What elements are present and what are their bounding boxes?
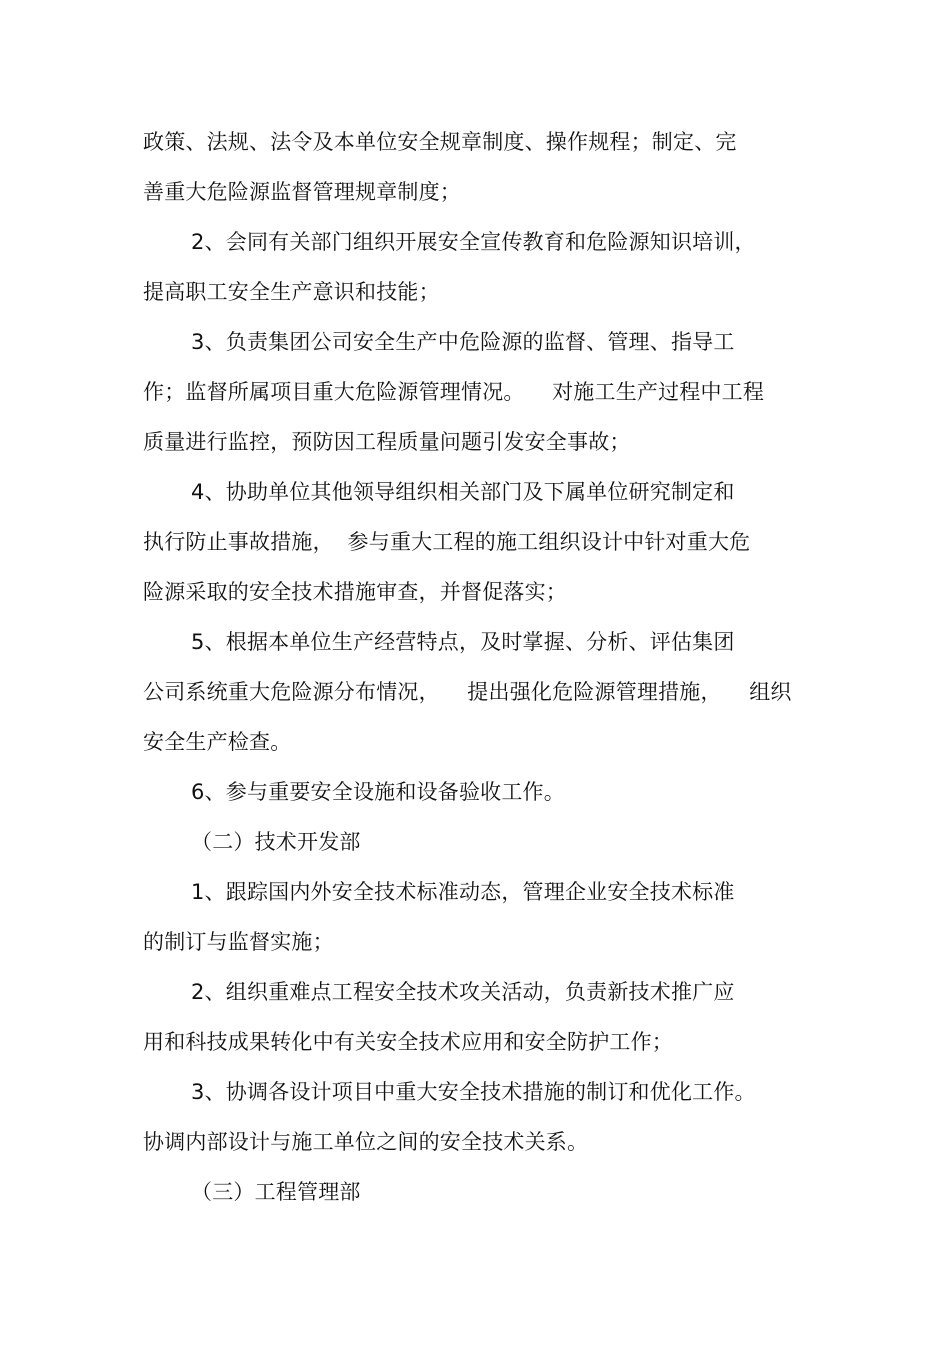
text-line: 安全生产检查。 — [143, 730, 292, 754]
text-line: 协调内部设计与施工单位之间的安全技术关系。 — [143, 1130, 589, 1154]
text-line: 的制订与监督实施； — [143, 930, 334, 954]
section-heading: （三）工程管理部 — [191, 1180, 361, 1204]
text-line: 4、协助单位其他领导组织相关部门及下属单位研究制定和 — [191, 480, 735, 504]
text-line: 3、协调各设计项目中重大安全技术措施的制订和优化工作。 — [191, 1080, 756, 1104]
text-line: 质量进行监控，预防因工程质量问题引发安全事故； — [143, 430, 631, 454]
section-heading: （二）技术开发部 — [191, 830, 361, 854]
text-line: 提高职工安全生产意识和技能； — [143, 280, 440, 304]
text-line: 政策、法规、法令及本单位安全规章制度、操作规程；制定、完 — [143, 130, 737, 154]
text-line: 公司系统重大危险源分布情况， 提出强化危险源管理措施， 组织 — [143, 680, 792, 704]
text-line: 5、根据本单位生产经营特点，及时掌握、分析、评估集团 — [191, 630, 735, 654]
text-line: 6、参与重要安全设施和设备验收工作。 — [191, 780, 565, 804]
text-line: 3、负责集团公司安全生产中危险源的监督、管理、指导工 — [191, 330, 735, 354]
text-line: 善重大危险源监督管理规章制度； — [143, 180, 461, 204]
text-line: 2、会同有关部门组织开展安全宣传教育和危险源知识培训， — [191, 230, 756, 254]
text-line: 1、跟踪国内外安全技术标准动态，管理企业安全技术标准 — [191, 880, 735, 904]
text-line: 用和科技成果转化中有关安全技术应用和安全防护工作； — [143, 1030, 673, 1054]
text-line: 执行防止事故措施， 参与重大工程的施工组织设计中针对重大危 — [143, 530, 751, 554]
text-line: 作；监督所属项目重大危险源管理情况。 对施工生产过程中工程 — [143, 380, 765, 404]
text-line: 2、组织重难点工程安全技术攻关活动，负责新技术推广应 — [191, 980, 735, 1004]
text-line: 险源采取的安全技术措施审查，并督促落实； — [143, 580, 567, 604]
